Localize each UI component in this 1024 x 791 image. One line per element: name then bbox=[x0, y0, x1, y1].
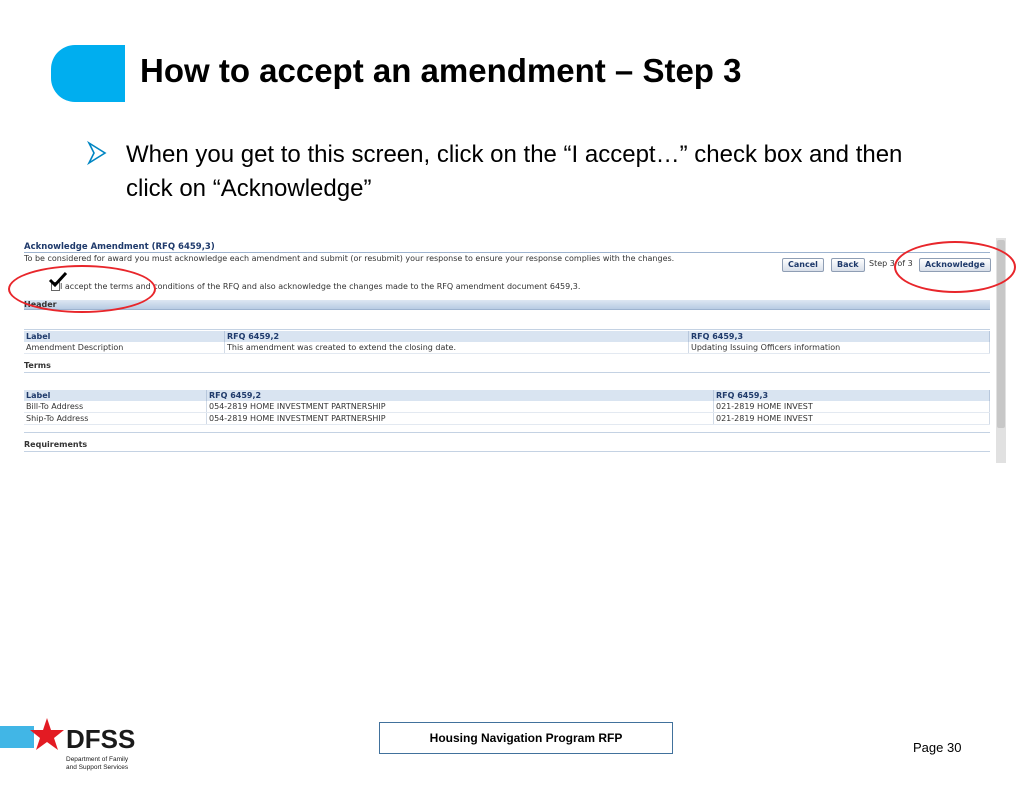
table-cell: 021-2819 HOME INVEST bbox=[714, 401, 990, 413]
heading-divider bbox=[24, 252, 990, 253]
table-cell: Ship-To Address bbox=[24, 413, 207, 425]
footer-program-box bbox=[379, 722, 673, 754]
header-section-bar bbox=[24, 300, 990, 310]
arrow-bullet-icon bbox=[86, 140, 108, 166]
column-header: RFQ 6459,3 bbox=[714, 390, 990, 401]
terms-comparison-table bbox=[24, 390, 990, 425]
footer-program-label: Housing Navigation Program RFP bbox=[429, 731, 623, 745]
header-section-title: Header bbox=[24, 300, 57, 309]
amendment-heading: Acknowledge Amendment (RFQ 6459,3) bbox=[24, 242, 215, 252]
cancel-button[interactable]: Cancel bbox=[782, 258, 824, 272]
acknowledge-button[interactable]: Acknowledge bbox=[919, 258, 991, 272]
table-row bbox=[24, 401, 990, 413]
back-button[interactable]: Back bbox=[831, 258, 865, 272]
column-header: RFQ 6459,2 bbox=[207, 390, 714, 401]
section-divider bbox=[24, 372, 990, 373]
intro-text: To be considered for award you must acknowledge each amendment and submit (or resubmit) your response to ensure your response complies with the changes. bbox=[24, 254, 675, 263]
page-number: Page 30 bbox=[913, 740, 962, 755]
header-comparison-table bbox=[24, 331, 990, 354]
column-header: RFQ 6459,3 bbox=[689, 331, 990, 342]
column-header: RFQ 6459,2 bbox=[225, 331, 689, 342]
svg-text:and Support Services: and Support Services bbox=[66, 764, 129, 771]
embedded-screenshot bbox=[22, 238, 1006, 463]
table-header-row bbox=[24, 331, 990, 342]
table-cell: This amendment was created to extend the closing date. bbox=[225, 342, 689, 354]
instruction-text: When you get to this screen, click on the “I accept…” check box and then click on “Acknowledge” bbox=[126, 141, 903, 202]
table-cell: Bill-To Address bbox=[24, 401, 207, 413]
accept-terms-label: I accept the terms and conditions of the RFQ and also acknowledge the changes made to the RFQ amendment document 6459,3. bbox=[60, 282, 581, 291]
svg-text:Department of Family: Department of Family bbox=[66, 756, 129, 763]
checkmark-icon bbox=[47, 270, 69, 290]
table-row bbox=[24, 413, 990, 425]
table-cell: Amendment Description bbox=[24, 342, 225, 354]
section-divider bbox=[24, 451, 990, 452]
table-cell: 054-2819 HOME INVESTMENT PARTNERSHIP bbox=[207, 401, 714, 413]
checkbox-highlight-circle bbox=[8, 265, 156, 313]
step-indicator: Step 3 of 3 bbox=[869, 259, 913, 268]
table-header-row bbox=[24, 390, 990, 401]
requirements-section-title: Requirements bbox=[24, 440, 88, 449]
table-row bbox=[24, 342, 990, 354]
section-divider bbox=[24, 432, 990, 433]
column-header: Label bbox=[24, 331, 225, 342]
table-cell: 021-2819 HOME INVEST bbox=[714, 413, 990, 425]
svg-text:DFSS: DFSS bbox=[66, 724, 136, 754]
slide-title: How to accept an amendment – Step 3 bbox=[140, 52, 742, 89]
table-cell: 054-2819 HOME INVESTMENT PARTNERSHIP bbox=[207, 413, 714, 425]
table-cell: Updating Issuing Officers information bbox=[689, 342, 990, 354]
section-divider bbox=[24, 329, 990, 330]
title-accent-tab bbox=[51, 45, 125, 102]
terms-section-title: Terms bbox=[24, 361, 51, 370]
acknowledge-highlight-circle bbox=[894, 241, 1016, 293]
column-header: Label bbox=[24, 390, 207, 401]
dfss-logo bbox=[0, 718, 140, 776]
